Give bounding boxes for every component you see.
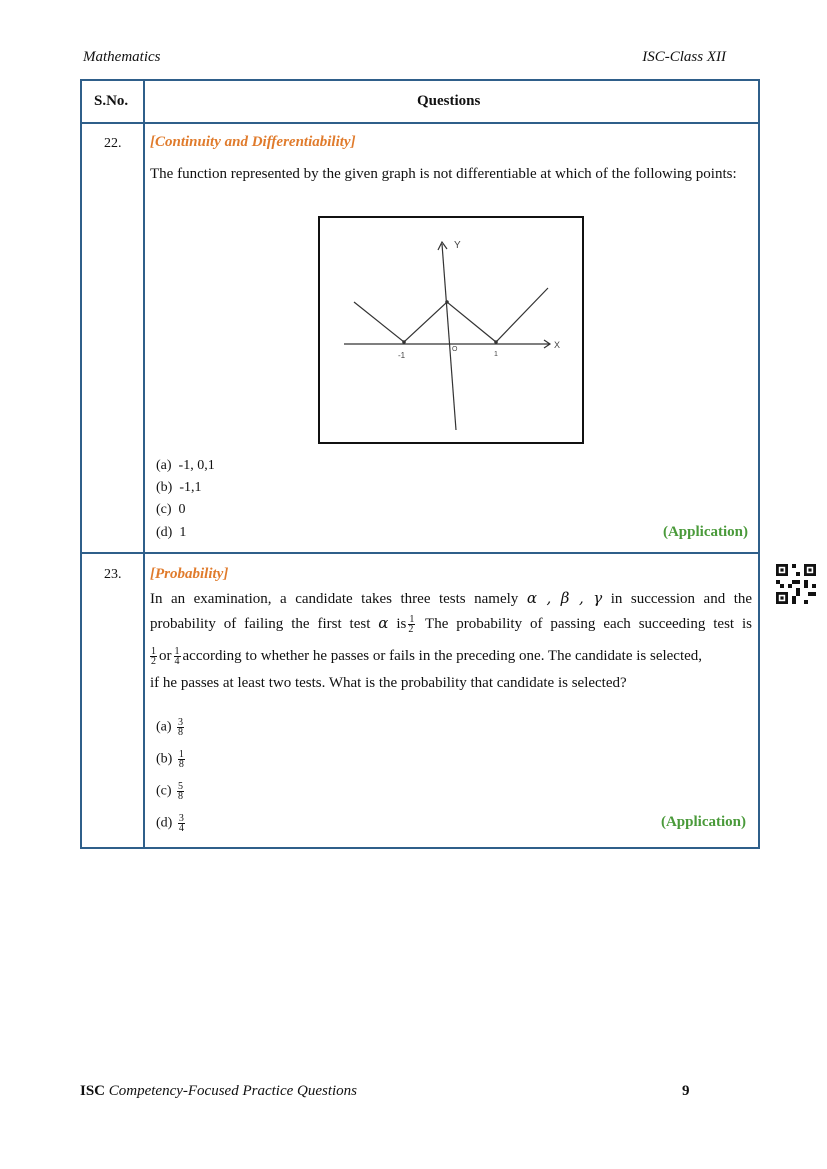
fraction-half [408, 615, 415, 634]
option-label: (b) [156, 751, 173, 767]
option-label: (d) [156, 525, 173, 540]
denominator: 2 [151, 656, 156, 668]
option-label: (a) [156, 719, 172, 735]
qr-code-icon [776, 564, 816, 604]
numerator: 1 [174, 646, 180, 658]
option-a [156, 718, 186, 737]
function-curve [354, 288, 548, 342]
option-d [156, 814, 187, 833]
questions-table [80, 79, 760, 849]
numerator: 5 [178, 781, 184, 792]
column-header-questions: Questions [417, 93, 481, 109]
denominator: 8 [178, 791, 184, 802]
bloom-tag: (Application) [660, 814, 746, 830]
column-header-sno: S.No. [94, 93, 129, 109]
line-text: In an examination, a candidate takes three tests namely [150, 591, 519, 607]
line-text: is [396, 616, 407, 632]
y-axis [442, 244, 456, 430]
option-value: -1, 0,1 [178, 458, 215, 473]
denominator: 4 [178, 823, 184, 834]
denominator: 8 [178, 727, 184, 738]
option-a [156, 458, 215, 474]
numerator: 3 [178, 717, 184, 728]
tick-label-neg1: -1 [398, 351, 406, 360]
question-line-1 [150, 587, 752, 611]
question-number: 23. [104, 567, 122, 582]
denominator: 8 [178, 759, 184, 770]
or-text: or [159, 648, 172, 664]
footer-title [80, 1083, 357, 1100]
graph-svg [320, 218, 582, 442]
bloom-tag: (Application) [662, 524, 748, 540]
fraction-quarter [174, 647, 181, 666]
option-value: -1,1 [179, 480, 202, 495]
option-fraction [177, 782, 184, 801]
question-number: 22. [104, 136, 122, 151]
option-d [156, 525, 186, 541]
option-fraction [177, 718, 184, 737]
denominator: 4 [174, 656, 180, 668]
alpha-symbol: α [378, 614, 389, 632]
question-topic: [Continuity and Differentiability] [150, 134, 356, 150]
line-text: probability of failing the first test [150, 616, 371, 632]
column-divider [143, 81, 145, 847]
page-number: 9 [682, 1083, 690, 1099]
question-line-3 [150, 645, 752, 668]
option-b [156, 750, 187, 769]
option-c [156, 782, 186, 801]
option-label: (c) [156, 502, 172, 517]
numerator: 1 [151, 646, 156, 658]
greek-symbols: α , β , γ [526, 589, 603, 607]
footer-brand: ISC [80, 1083, 106, 1099]
line-text: The probability of passing each succeeding test is [425, 616, 753, 632]
denominator: 2 [408, 624, 414, 636]
option-fraction [178, 750, 185, 769]
question-line-4: if he passes at least two tests. What is the probability that candidate is selected? [150, 675, 627, 691]
option-value: 1 [179, 525, 187, 540]
footer-subtitle: Competency-Focused Practice Questions [108, 1083, 358, 1099]
option-value: 0 [178, 502, 186, 517]
header-subject: Mathematics [83, 49, 161, 65]
question-line-2 [150, 612, 752, 636]
question-text: The function represented by the given graph is not differentiable at which of the following points: [150, 166, 737, 182]
point-1 [494, 340, 498, 344]
line-text: according to whether he passes or fails in the preceding one. The candidate is selected, [182, 648, 703, 664]
option-label: (b) [156, 480, 173, 495]
numerator: 3 [178, 813, 184, 824]
origin-label: O [452, 346, 458, 353]
function-graph [318, 216, 584, 444]
line-text: in succession and the [610, 591, 753, 607]
option-label: (d) [156, 815, 173, 831]
tick-label-1: 1 [494, 351, 498, 358]
option-label: (c) [156, 783, 172, 799]
option-c [156, 502, 186, 518]
y-axis-label: Y [454, 240, 461, 251]
numerator: 1 [178, 749, 184, 760]
header-class: ISC-Class XII [642, 49, 726, 65]
point-peak [445, 300, 449, 304]
x-axis-label: X [554, 340, 561, 350]
option-label: (a) [156, 458, 172, 473]
option-fraction [178, 814, 185, 833]
header-row-divider [82, 122, 758, 124]
point-neg1 [402, 340, 406, 344]
question-topic: [Probability] [150, 566, 229, 582]
option-b [156, 480, 202, 496]
fraction-half [150, 647, 157, 666]
row-divider [82, 552, 758, 554]
numerator: 1 [409, 614, 415, 626]
